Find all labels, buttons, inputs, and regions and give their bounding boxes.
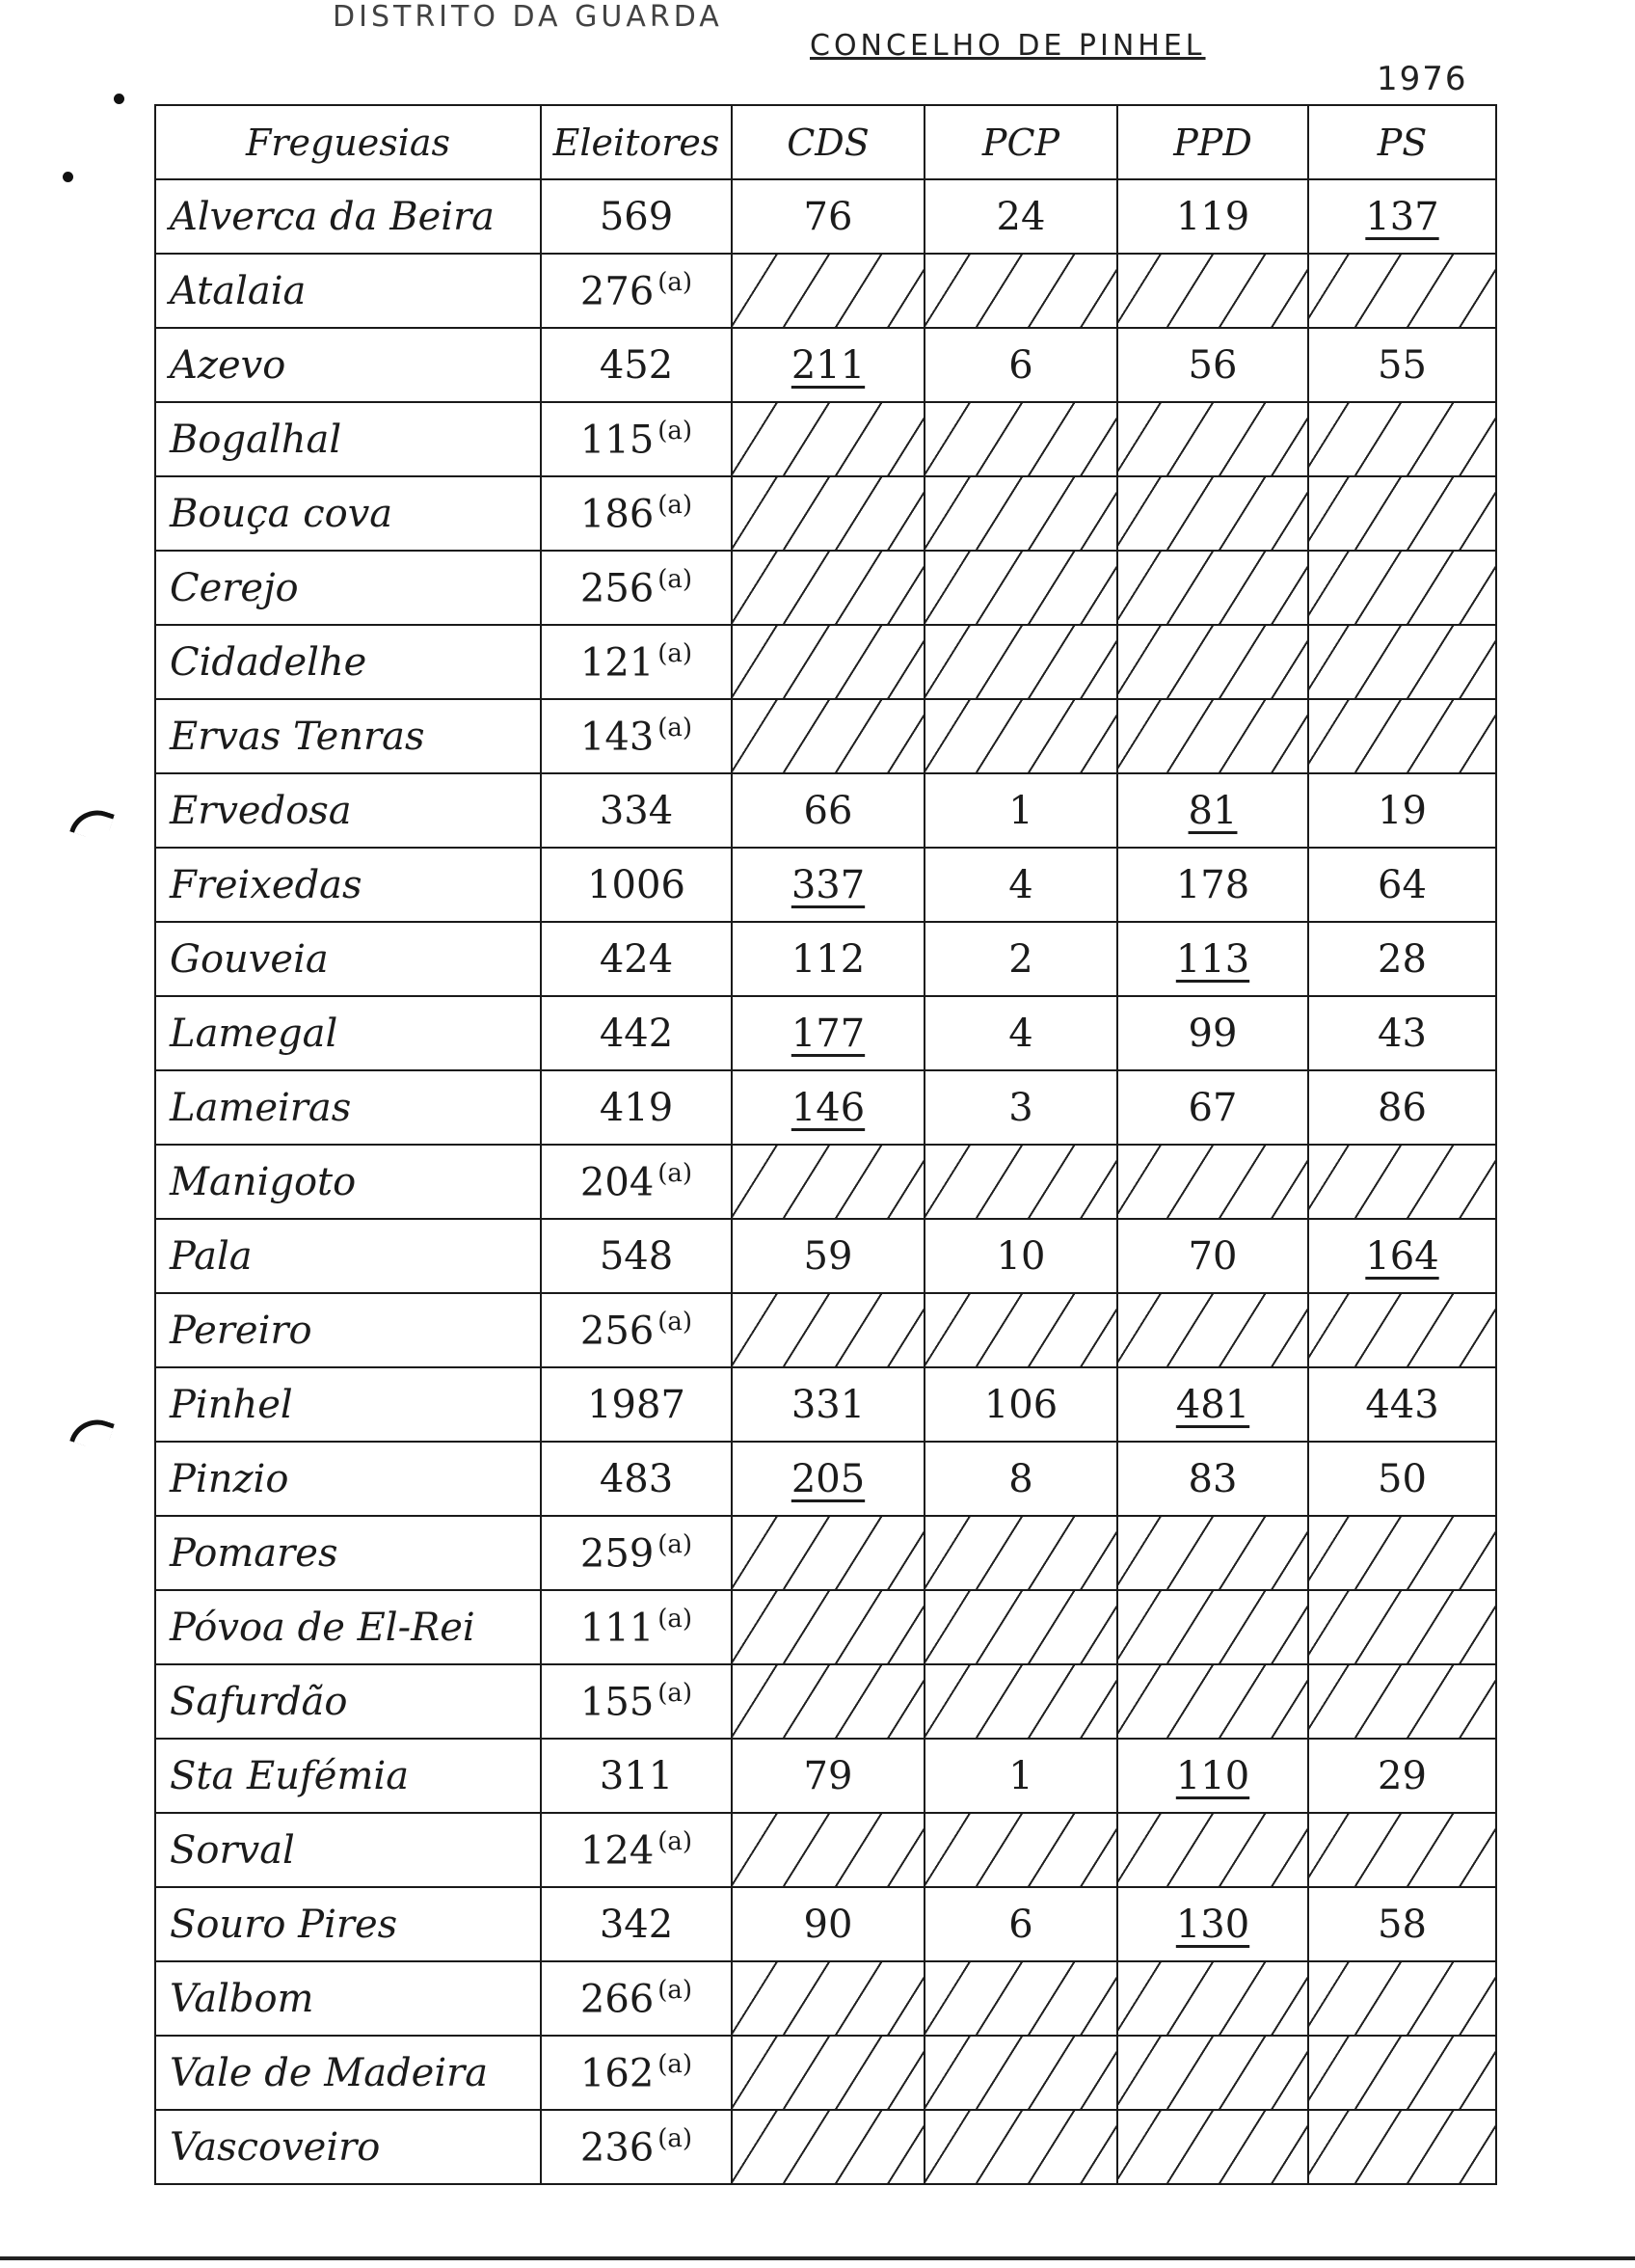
hatched-cell [732, 625, 925, 699]
pcp-votes: 2 [925, 922, 1117, 996]
electors-value: 1987 [587, 1382, 685, 1427]
electors-cell [541, 1293, 732, 1367]
table-row [155, 773, 1496, 848]
table-row [155, 1442, 1496, 1516]
electors-value: 419 [599, 1085, 674, 1130]
hatched-cell [1117, 2110, 1308, 2184]
footnote-marker: (a) [657, 267, 693, 297]
ps-votes: 86 [1308, 1070, 1496, 1145]
parish-name: Pomares [155, 1516, 541, 1590]
binder-hole-mark [69, 1413, 115, 1453]
hatched-cell [925, 1145, 1117, 1219]
hatched-cell [1308, 2110, 1496, 2184]
pcp-votes: 24 [925, 179, 1117, 254]
hatched-cell [1308, 1961, 1496, 2036]
electors-cell [541, 1145, 732, 1219]
hatched-cell [1117, 1293, 1308, 1367]
electors-cell [541, 848, 732, 922]
parish-name: Valbom [155, 1961, 541, 2036]
col-header-ppd: PPD [1117, 105, 1308, 179]
electors-value: 111 [579, 1606, 655, 1651]
table-row [155, 476, 1496, 551]
ppd-votes: 178 [1117, 848, 1308, 922]
pcp-votes: 6 [925, 1887, 1117, 1961]
table-row [155, 1739, 1496, 1813]
ppd-votes: 113 [1117, 922, 1308, 996]
electors-cell [541, 773, 732, 848]
electors-cell [541, 699, 732, 773]
table-row [155, 1961, 1496, 2036]
table-row [155, 402, 1496, 476]
hatched-cell [732, 551, 925, 625]
hatched-cell [1308, 254, 1496, 328]
electors-value: 204 [579, 1160, 655, 1205]
parish-name: Gouveia [155, 922, 541, 996]
table-row [155, 625, 1496, 699]
ppd-votes: 481 [1117, 1367, 1308, 1442]
electors-cell [541, 179, 732, 254]
table-row [155, 1516, 1496, 1590]
table-row [155, 848, 1496, 922]
hatched-cell [925, 699, 1117, 773]
footnote-marker: (a) [657, 1529, 693, 1559]
pcp-votes: 4 [925, 996, 1117, 1070]
footnote-marker: (a) [657, 1307, 693, 1336]
cds-votes: 211 [732, 328, 925, 402]
col-header-ps: PS [1308, 105, 1496, 179]
hatched-cell [732, 699, 925, 773]
ps-votes: 64 [1308, 848, 1496, 922]
cds-votes: 90 [732, 1887, 925, 1961]
footnote-marker: (a) [657, 1158, 693, 1188]
electors-cell [541, 2036, 732, 2110]
electors-value: 334 [599, 788, 674, 833]
parish-name: Alverca da Beira [155, 179, 541, 254]
hatched-cell [1117, 1813, 1308, 1887]
parish-name: Póvoa de El-Rei [155, 1590, 541, 1664]
punch-mark [114, 94, 124, 104]
hatched-cell [1117, 1516, 1308, 1590]
parish-name: Pinzio [155, 1442, 541, 1516]
hatched-cell [925, 625, 1117, 699]
ps-votes: 137 [1308, 179, 1496, 254]
electors-value: 143 [579, 715, 655, 760]
hatched-cell [1117, 1961, 1308, 2036]
hatched-cell [925, 402, 1117, 476]
table-row [155, 699, 1496, 773]
electors-value: 569 [599, 194, 674, 239]
table-row [155, 996, 1496, 1070]
electors-cell [541, 1813, 732, 1887]
ppd-votes: 56 [1117, 328, 1308, 402]
ppd-votes: 110 [1117, 1739, 1308, 1813]
electors-value: 121 [579, 640, 655, 686]
table-row [155, 1293, 1496, 1367]
hatched-cell [732, 476, 925, 551]
electors-value: 342 [599, 1902, 674, 1947]
parish-name: Freixedas [155, 848, 541, 922]
ps-votes: 28 [1308, 922, 1496, 996]
electors-cell [541, 1664, 732, 1739]
electors-value: 186 [579, 492, 655, 537]
footnote-marker: (a) [657, 1678, 693, 1708]
hatched-cell [1117, 2036, 1308, 2110]
cds-votes: 177 [732, 996, 925, 1070]
electors-cell [541, 1219, 732, 1293]
hatched-cell [925, 1590, 1117, 1664]
pcp-votes: 10 [925, 1219, 1117, 1293]
electors-cell [541, 922, 732, 996]
parish-name: Bouça cova [155, 476, 541, 551]
electors-cell [541, 402, 732, 476]
parish-name: Cerejo [155, 551, 541, 625]
parish-name: Manigoto [155, 1145, 541, 1219]
ppd-votes: 99 [1117, 996, 1308, 1070]
parish-name: Atalaia [155, 254, 541, 328]
hatched-cell [1308, 1293, 1496, 1367]
hatched-cell [1308, 1145, 1496, 1219]
pcp-votes: 3 [925, 1070, 1117, 1145]
electors-cell [541, 1367, 732, 1442]
header-row [155, 105, 1496, 179]
hatched-cell [1117, 625, 1308, 699]
parish-name: Pala [155, 1219, 541, 1293]
hatched-cell [1117, 1590, 1308, 1664]
results-table [154, 104, 1497, 2185]
table-row [155, 1145, 1496, 1219]
hatched-cell [1308, 402, 1496, 476]
year-label: 1976 [1377, 60, 1468, 98]
hatched-cell [732, 1590, 925, 1664]
footnote-marker: (a) [657, 1604, 693, 1634]
electors-value: 259 [579, 1531, 655, 1577]
cds-votes: 59 [732, 1219, 925, 1293]
hatched-cell [1308, 1813, 1496, 1887]
results-sheet [154, 104, 1497, 2185]
table-row [155, 1590, 1496, 1664]
hatched-cell [1308, 1516, 1496, 1590]
hatched-cell [925, 2036, 1117, 2110]
ppd-votes: 70 [1117, 1219, 1308, 1293]
ppd-votes: 81 [1117, 773, 1308, 848]
electors-cell [541, 1442, 732, 1516]
parish-name: Ervas Tenras [155, 699, 541, 773]
parish-name: Safurdão [155, 1664, 541, 1739]
hatched-cell [732, 1961, 925, 2036]
pcp-votes: 106 [925, 1367, 1117, 1442]
electors-cell [541, 996, 732, 1070]
table-body [155, 179, 1496, 2184]
electors-value: 256 [579, 566, 655, 611]
hatched-cell [925, 1516, 1117, 1590]
parish-name: Vale de Madeira [155, 2036, 541, 2110]
footnote-marker: (a) [657, 2123, 693, 2153]
cds-votes: 112 [732, 922, 925, 996]
footnote-marker: (a) [657, 1975, 693, 2005]
hatched-cell [925, 1813, 1117, 1887]
parish-name: Pinhel [155, 1367, 541, 1442]
ps-votes: 443 [1308, 1367, 1496, 1442]
electors-value: 1006 [587, 862, 685, 907]
col-header-pcp: PCP [925, 105, 1117, 179]
hatched-cell [925, 2110, 1117, 2184]
council-heading: CONCELHO DE PINHEL [810, 29, 1206, 63]
hatched-cell [1117, 699, 1308, 773]
table-row [155, 1664, 1496, 1739]
table-row [155, 2110, 1496, 2184]
hatched-cell [1308, 1664, 1496, 1739]
table-row [155, 1813, 1496, 1887]
hatched-cell [732, 402, 925, 476]
cds-votes: 337 [732, 848, 925, 922]
footnote-marker: (a) [657, 564, 693, 594]
footnote-marker: (a) [657, 2049, 693, 2079]
electors-cell [541, 328, 732, 402]
footnote-marker: (a) [657, 1826, 693, 1856]
ps-votes: 58 [1308, 1887, 1496, 1961]
ps-votes: 19 [1308, 773, 1496, 848]
electors-value: 442 [599, 1011, 674, 1056]
table-row [155, 179, 1496, 254]
page-bottom-rule [0, 2256, 1635, 2260]
hatched-cell [925, 1293, 1117, 1367]
electors-value: 256 [579, 1309, 655, 1354]
parish-name: Azevo [155, 328, 541, 402]
electors-value: 452 [599, 342, 674, 388]
hatched-cell [732, 1293, 925, 1367]
ps-votes: 55 [1308, 328, 1496, 402]
hatched-cell [732, 2036, 925, 2110]
parish-name: Pereiro [155, 1293, 541, 1367]
footnote-marker: (a) [657, 490, 693, 520]
ppd-votes: 67 [1117, 1070, 1308, 1145]
pcp-votes: 1 [925, 773, 1117, 848]
electors-value: 115 [579, 418, 655, 463]
hatched-cell [1308, 699, 1496, 773]
table-row [155, 328, 1496, 402]
hatched-cell [1117, 254, 1308, 328]
ps-votes: 50 [1308, 1442, 1496, 1516]
electors-cell [541, 1590, 732, 1664]
hatched-cell [925, 254, 1117, 328]
district-heading: DISTRITO DA GUARDA [333, 0, 723, 34]
punch-mark [63, 172, 73, 182]
pcp-votes: 8 [925, 1442, 1117, 1516]
ppd-votes: 83 [1117, 1442, 1308, 1516]
electors-value: 483 [599, 1456, 674, 1501]
hatched-cell [925, 1664, 1117, 1739]
pcp-votes: 1 [925, 1739, 1117, 1813]
hatched-cell [1308, 1590, 1496, 1664]
hatched-cell [1308, 476, 1496, 551]
electors-value: 424 [599, 936, 674, 982]
table-row [155, 1367, 1496, 1442]
hatched-cell [732, 1813, 925, 1887]
cds-votes: 76 [732, 179, 925, 254]
table-row [155, 254, 1496, 328]
electors-value: 162 [579, 2051, 655, 2096]
electors-value: 236 [579, 2125, 655, 2171]
parish-name: Ervedosa [155, 773, 541, 848]
electors-cell [541, 625, 732, 699]
parish-name: Lamegal [155, 996, 541, 1070]
table-row [155, 2036, 1496, 2110]
electors-cell [541, 551, 732, 625]
parish-name: Souro Pires [155, 1887, 541, 1961]
hatched-cell [1117, 402, 1308, 476]
hatched-cell [925, 476, 1117, 551]
ppd-votes: 119 [1117, 179, 1308, 254]
electors-value: 266 [579, 1977, 655, 2022]
col-header-freguesias: Freguesias [155, 105, 541, 179]
electors-cell [541, 1070, 732, 1145]
hatched-cell [732, 1145, 925, 1219]
table-row [155, 1070, 1496, 1145]
parish-name: Sorval [155, 1813, 541, 1887]
electors-value: 155 [579, 1680, 655, 1725]
footnote-marker: (a) [657, 713, 693, 742]
electors-cell [541, 476, 732, 551]
col-header-eleitores: Eleitores [541, 105, 732, 179]
binder-hole-mark [69, 803, 115, 844]
cds-votes: 331 [732, 1367, 925, 1442]
pcp-votes: 6 [925, 328, 1117, 402]
hatched-cell [732, 1664, 925, 1739]
footnote-marker: (a) [657, 416, 693, 446]
electors-cell [541, 1887, 732, 1961]
parish-name: Vascoveiro [155, 2110, 541, 2184]
hatched-cell [1117, 1145, 1308, 1219]
electors-value: 311 [599, 1753, 674, 1798]
footnote-marker: (a) [657, 638, 693, 668]
table-row [155, 1887, 1496, 1961]
cds-votes: 146 [732, 1070, 925, 1145]
table-row [155, 1219, 1496, 1293]
pcp-votes: 4 [925, 848, 1117, 922]
parish-name: Cidadelhe [155, 625, 541, 699]
hatched-cell [732, 254, 925, 328]
parish-name: Sta Eufémia [155, 1739, 541, 1813]
hatched-cell [1308, 551, 1496, 625]
hatched-cell [1117, 1664, 1308, 1739]
table-row [155, 551, 1496, 625]
cds-votes: 79 [732, 1739, 925, 1813]
electors-value: 548 [599, 1233, 674, 1279]
electors-cell [541, 1516, 732, 1590]
ppd-votes: 130 [1117, 1887, 1308, 1961]
hatched-cell [1117, 476, 1308, 551]
electors-cell [541, 2110, 732, 2184]
electors-cell [541, 254, 732, 328]
hatched-cell [732, 1516, 925, 1590]
electors-value: 276 [579, 269, 655, 314]
ps-votes: 43 [1308, 996, 1496, 1070]
hatched-cell [732, 2110, 925, 2184]
cds-votes: 66 [732, 773, 925, 848]
hatched-cell [1117, 551, 1308, 625]
table-row [155, 922, 1496, 996]
hatched-cell [925, 551, 1117, 625]
electors-value: 124 [579, 1828, 655, 1874]
electors-cell [541, 1739, 732, 1813]
ps-votes: 164 [1308, 1219, 1496, 1293]
ps-votes: 29 [1308, 1739, 1496, 1813]
electors-cell [541, 1961, 732, 2036]
hatched-cell [1308, 625, 1496, 699]
parish-name: Bogalhal [155, 402, 541, 476]
parish-name: Lameiras [155, 1070, 541, 1145]
hatched-cell [1308, 2036, 1496, 2110]
hatched-cell [925, 1961, 1117, 2036]
col-header-cds: CDS [732, 105, 925, 179]
cds-votes: 205 [732, 1442, 925, 1516]
